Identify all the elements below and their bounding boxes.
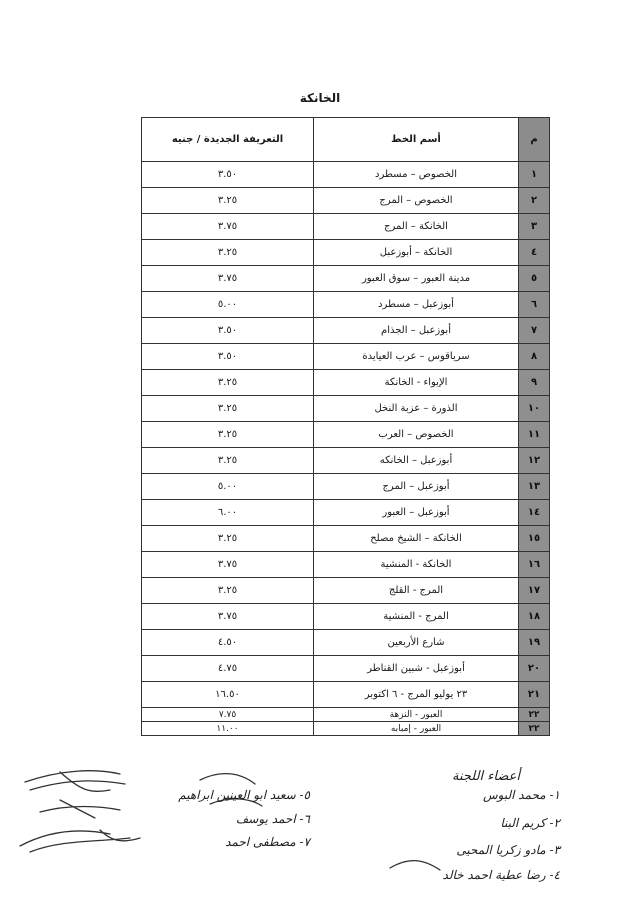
- page-title: الخانكة: [299, 91, 341, 105]
- row-fare: ٥.٠٠: [142, 292, 314, 318]
- row-fare: ٣.٢٥: [142, 370, 314, 396]
- row-fare: ٣.٢٥: [142, 448, 314, 474]
- row-number: ١٦: [519, 552, 550, 578]
- row-fare: ٣.٢٥: [142, 526, 314, 552]
- row-fare: ٣.٧٥: [142, 214, 314, 240]
- row-line-name: الإيواء - الخانكة: [314, 370, 519, 396]
- table-row: [142, 708, 550, 722]
- row-number: ٨: [519, 344, 550, 370]
- row-number: ٧: [519, 318, 550, 344]
- row-line-name: أبوزعبل – الخانكه: [314, 448, 519, 474]
- row-line-name: الذورة – عزبة النخل: [314, 396, 519, 422]
- row-number: ٥: [519, 266, 550, 292]
- row-line-name: الخانكة - المنشية: [314, 552, 519, 578]
- row-line-name: شارع الأربعين: [314, 630, 519, 656]
- row-line-name: الخانكة – المرج: [314, 214, 519, 240]
- row-fare: ٣.٥٠: [142, 162, 314, 188]
- row-line-name: أبوزعبل – الجذام: [314, 318, 519, 344]
- column-header-number: م: [519, 118, 550, 162]
- table-row: [142, 214, 550, 240]
- row-fare: ٣.٢٥: [142, 578, 314, 604]
- committee-member-5: ٥- سعيد ابو العينين ابراهيم: [178, 788, 310, 802]
- row-fare: ٧.٧٥: [142, 708, 314, 722]
- committee-member-2: ٢- كريم البنا: [500, 816, 560, 830]
- row-line-name: الخصوص – مسطرد: [314, 162, 519, 188]
- row-line-name: مدينة العبور – سوق العبور: [314, 266, 519, 292]
- row-number: ٤: [519, 240, 550, 266]
- row-number: ١٥: [519, 526, 550, 552]
- table-row: [142, 448, 550, 474]
- row-number: ١٠: [519, 396, 550, 422]
- row-number: ١: [519, 162, 550, 188]
- table-row: [142, 422, 550, 448]
- row-line-name: المرج - القلج: [314, 578, 519, 604]
- row-number: ٣: [519, 214, 550, 240]
- row-fare: ٣.٧٥: [142, 266, 314, 292]
- column-header-new-fare: التعريفة الجديدة / جنيه: [142, 118, 314, 162]
- fares-table: [141, 117, 550, 736]
- row-number: ٢٢: [519, 708, 550, 722]
- table-row: [142, 656, 550, 682]
- table-row: [142, 188, 550, 214]
- row-fare: ٣.٢٥: [142, 188, 314, 214]
- row-number: ٦: [519, 292, 550, 318]
- column-header-line-name: أسم الخط: [314, 118, 519, 162]
- row-fare: ٤.٥٠: [142, 630, 314, 656]
- committee-member-6: ٦- احمد يوسف: [235, 812, 310, 826]
- row-number: ٢٠: [519, 656, 550, 682]
- row-fare: ٣.٢٥: [142, 396, 314, 422]
- row-fare: ٣.٧٥: [142, 604, 314, 630]
- table-row: [142, 682, 550, 708]
- table-row: [142, 370, 550, 396]
- row-line-name: الخصوص – العرب: [314, 422, 519, 448]
- row-line-name: ٢٣ يوليو المرج - ٦ اكتوبر: [314, 682, 519, 708]
- table-row: [142, 266, 550, 292]
- row-fare: ١١.٠٠: [142, 722, 314, 736]
- row-fare: ١٦.٥٠: [142, 682, 314, 708]
- table-row: [142, 162, 550, 188]
- row-fare: ٦.٠٠: [142, 500, 314, 526]
- row-number: ٢: [519, 188, 550, 214]
- row-fare: ٣.٥٠: [142, 318, 314, 344]
- table-row: [142, 722, 550, 736]
- committee-member-1: ١- محمد البوس: [482, 788, 560, 802]
- row-number: ٢١: [519, 682, 550, 708]
- row-line-name: سرياقوس – عرب العيايدة: [314, 344, 519, 370]
- committee-member-7: ٧- مصطفى احمد: [225, 835, 310, 849]
- table-row: [142, 240, 550, 266]
- table-row: [142, 578, 550, 604]
- table-row: [142, 500, 550, 526]
- row-line-name: أبوزعبل – المرج: [314, 474, 519, 500]
- row-fare: ٣.٧٥: [142, 552, 314, 578]
- row-line-name: أبوزعبل – مسطرد: [314, 292, 519, 318]
- row-number: ١٤: [519, 500, 550, 526]
- table-row: [142, 552, 550, 578]
- row-number: ١٣: [519, 474, 550, 500]
- row-number: ١٧: [519, 578, 550, 604]
- table-row: [142, 292, 550, 318]
- row-line-name: أبوزعبل - شبين القناطر: [314, 656, 519, 682]
- row-fare: ٣.٥٠: [142, 344, 314, 370]
- row-fare: ٣.٢٥: [142, 422, 314, 448]
- row-number: ١١: [519, 422, 550, 448]
- table-row: [142, 526, 550, 552]
- committee-title: أعضاء اللجنة: [451, 769, 520, 784]
- row-fare: ٤.٧٥: [142, 656, 314, 682]
- row-line-name: الخانكة – الشيخ مصلح: [314, 526, 519, 552]
- committee-member-4: ٤- رضا عطية احمد خالد: [442, 868, 560, 882]
- row-line-name: المرج - المنشية: [314, 604, 519, 630]
- table-row: [142, 604, 550, 630]
- table-row: [142, 344, 550, 370]
- row-line-name: الخانكة – أبوزعبل: [314, 240, 519, 266]
- table-row: [142, 474, 550, 500]
- row-number: ١٩: [519, 630, 550, 656]
- row-line-name: الخصوص – المرج: [314, 188, 519, 214]
- handwritten-signatures-drawing: [0, 760, 640, 905]
- table-header-row: [142, 118, 550, 162]
- row-number: ١٢: [519, 448, 550, 474]
- row-fare: ٥.٠٠: [142, 474, 314, 500]
- row-line-name: العبور - النزهة: [314, 708, 519, 722]
- row-fare: ٣.٢٥: [142, 240, 314, 266]
- row-number: ١٨: [519, 604, 550, 630]
- table-row: [142, 630, 550, 656]
- row-line-name: العبور - إمبابه: [314, 722, 519, 736]
- signature-area: [0, 760, 640, 905]
- row-line-name: أبوزعبل – العبور: [314, 500, 519, 526]
- table-row: [142, 318, 550, 344]
- row-number: ٩: [519, 370, 550, 396]
- table-body: [142, 162, 550, 736]
- committee-member-3: ٣- مادو زكريا المحيى: [456, 843, 560, 857]
- table-row: [142, 396, 550, 422]
- row-number: ٢٢: [519, 722, 550, 736]
